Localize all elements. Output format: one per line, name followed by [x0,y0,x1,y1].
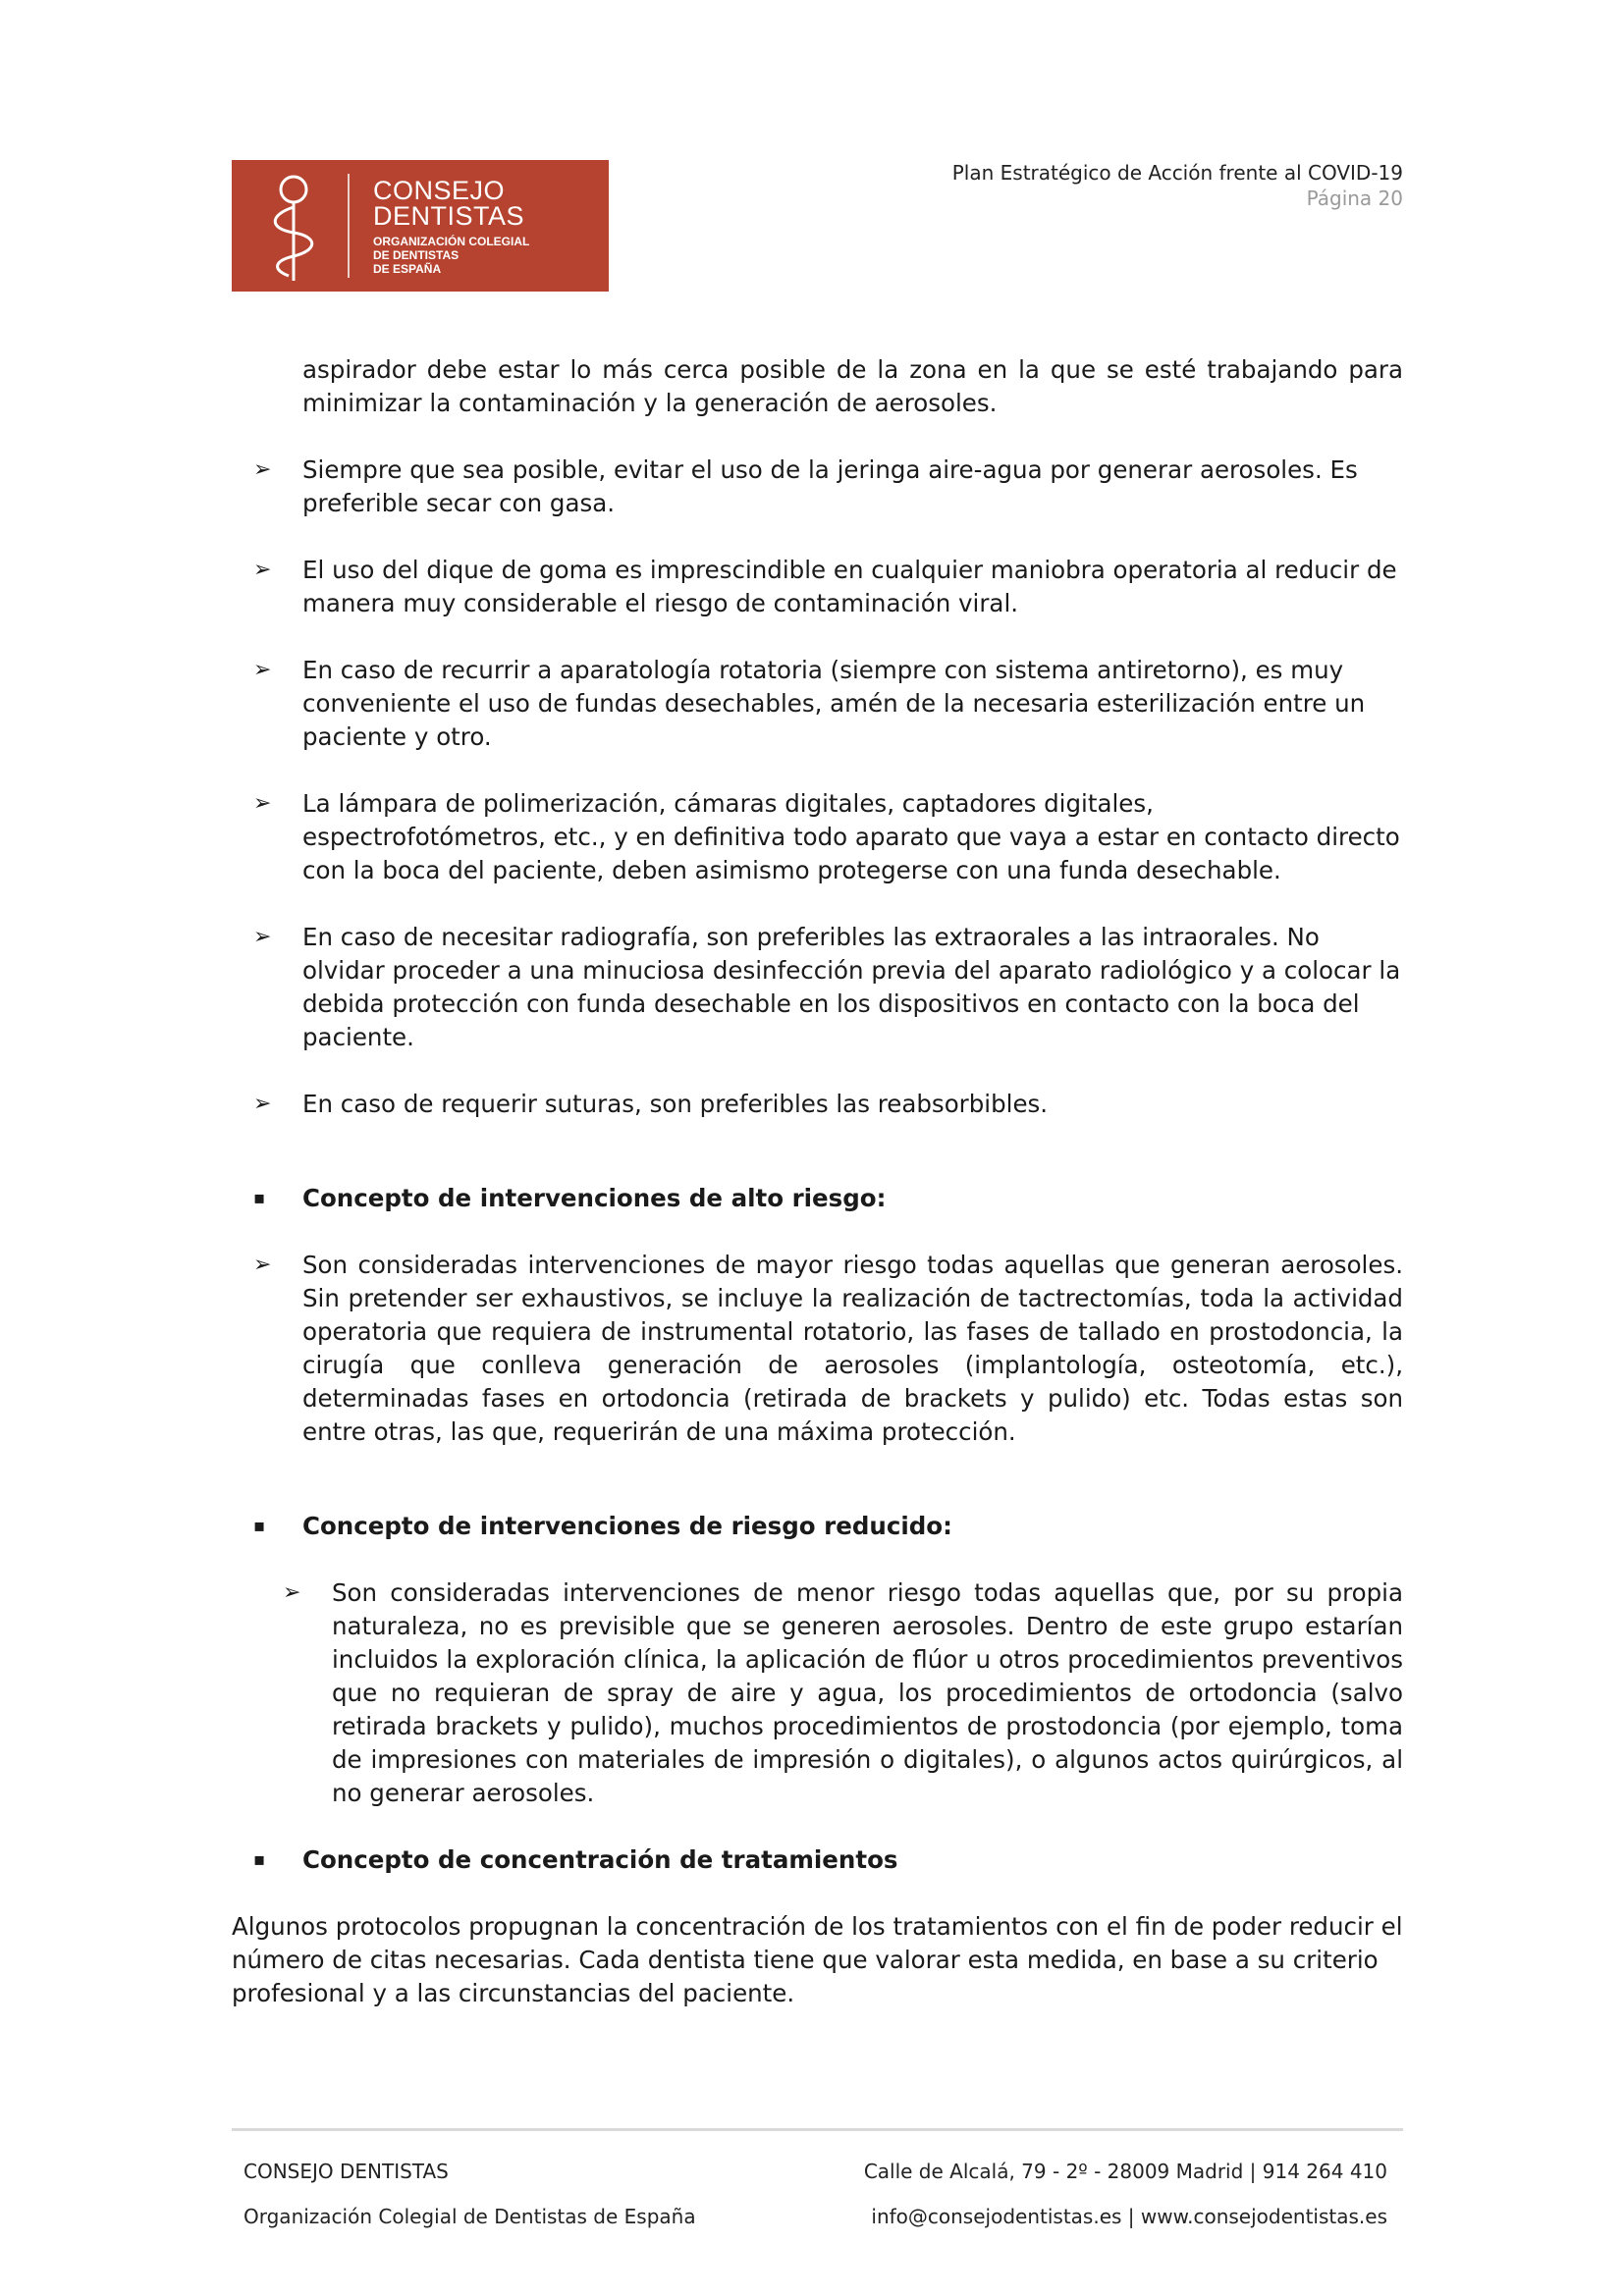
list-item: ➢ El uso del dique de goma es imprescindible en cualquier maniobra operatoria al reducir de manera muy considerable el riesgo de contaminación viral. [253,556,1397,617]
page-number: Página 20 [1306,187,1403,210]
list-item: ➢ En caso de recurrir a aparatología rotatoria (siempre con sistema antiretorno), es muy conveniente el uso de fundas desechables, amén de la necesaria esterilización entre un paciente y otro. [253,656,1366,751]
list-item: ➢ La lámpara de polimerización, cámaras digitales, captadores digitales, espectrofotómetros, etc., y en definitiva todo aparato que vaya a estar en contacto directo con la boca del paciente, deben asimismo protegerse con una funda desechable. [253,789,1400,884]
caduceus-icon [259,168,328,284]
arrow-bullet-icon: ➢ [253,658,272,682]
intro-paragraph: aspirador debe estar lo más cerca posible de la zona en la que se esté trabajando para minimizar la contaminación y la generación de aerosoles. [302,355,1403,417]
logo-line-2: DENTISTAS [373,201,525,231]
low-risk-paragraph: ➢ Son consideradas intervenciones de menor riesgo todas aquellas que, por su propia naturaleza, no es previsible que se generen aerosoles. Dentro de este grupo estarían incluidos la exploración clínica, la aplicación de flúor u otros procedimientos preventivos que no requieran de spray de aire y agua, los procedimientos de ortodoncia (salvo retirada brackets y pulido), muchos procedimientos de prostodoncia (por ejemplo, toma de impresiones con materiales de impresión o digitales), o algunos actos quirúrgicos, al no generar aerosoles. [283,1578,1403,1807]
logo-divider [348,174,350,278]
logo-line-1: CONSEJO [373,176,506,205]
square-bullet-icon: ▪ [253,1849,266,1870]
section-heading-high-risk: ▪ Concepto de intervenciones de alto riesgo: [232,1182,1403,1215]
footer-org-full: Organización Colegial de Dentistas de España [243,2205,696,2228]
document-title: Plan Estratégico de Acción frente al COVID-19 [951,161,1403,185]
logo [232,160,609,292]
square-bullet-icon: ▪ [253,1188,266,1208]
logo-line-4: DE DENTISTAS [373,248,460,262]
section-heading-low-risk: ▪ Concepto de intervenciones de riesgo reducido: [232,1510,1403,1543]
footer-divider [232,2128,1403,2131]
list-item: ➢ En caso de necesitar radiografía, son preferibles las extraorales a las intraorales. No olvidar proceder a una minuciosa desinfección previa del aparato radiológico y a colocar la debida protección con funda desechable en los dispositivos en contacto con la boca del paciente. [253,923,1401,1051]
footer-contact: info@consejodentistas.es | www.consejodentistas.es [871,2205,1387,2228]
footer-address: Calle de Alcalá, 79 - 2º - 28009 Madrid | 914 264 410 [863,2160,1387,2183]
square-bullet-icon: ▪ [253,1516,266,1536]
list-item: ➢ En caso de requerir suturas, son preferibles las reabsorbibles. [232,1088,1403,1121]
arrow-bullet-icon: ➢ [253,1253,272,1277]
arrow-bullet-icon: ➢ [253,457,272,482]
arrow-bullet-icon: ➢ [253,791,272,816]
section-heading-concentration: ▪ Concepto de concentración de tratamientos [232,1843,1403,1877]
logo-line-5: DE ESPAÑA [373,262,442,276]
list-item: ➢ Siempre que sea posible, evitar el uso de la jeringa aire-agua por generar aerosoles. Es preferible secar con gasa. [253,455,1358,517]
high-risk-paragraph: ➢ Son consideradas intervenciones de mayor riesgo todas aquellas que generan aerosoles. Sin pretender ser exhaustivos, se incluye la realización de tactrectomías, toda la actividad operatoria que requiera de instrumental rotatorio, las fases de tallado en prostodoncia, la cirugía que conlleva generación de aerosoles (implantología, osteotomía, etc.), determinadas fases en ortodoncia (retirada de brackets y pulido) etc. Todas estas son entre otras, las que, requerirán de una máxima protección. [253,1251,1403,1446]
logo-line-3: ORGANIZACIÓN COLEGIAL [373,235,530,248]
arrow-bullet-icon: ➢ [253,925,272,949]
arrow-bullet-icon: ➢ [253,558,272,582]
concentration-paragraph: Algunos protocolos propugnan la concentración de los tratamientos con el fin de poder reducir el número de citas necesarias. Cada dentista tiene que valorar esta medida, en base a su criterio profesional y a las circunstancias del paciente. [232,1912,1403,2007]
page-body [232,353,1403,2010]
footer-org-name: CONSEJO DENTISTAS [243,2160,449,2183]
arrow-bullet-icon: ➢ [283,1580,301,1605]
page-header [952,160,1403,211]
arrow-bullet-icon: ➢ [253,1092,272,1116]
